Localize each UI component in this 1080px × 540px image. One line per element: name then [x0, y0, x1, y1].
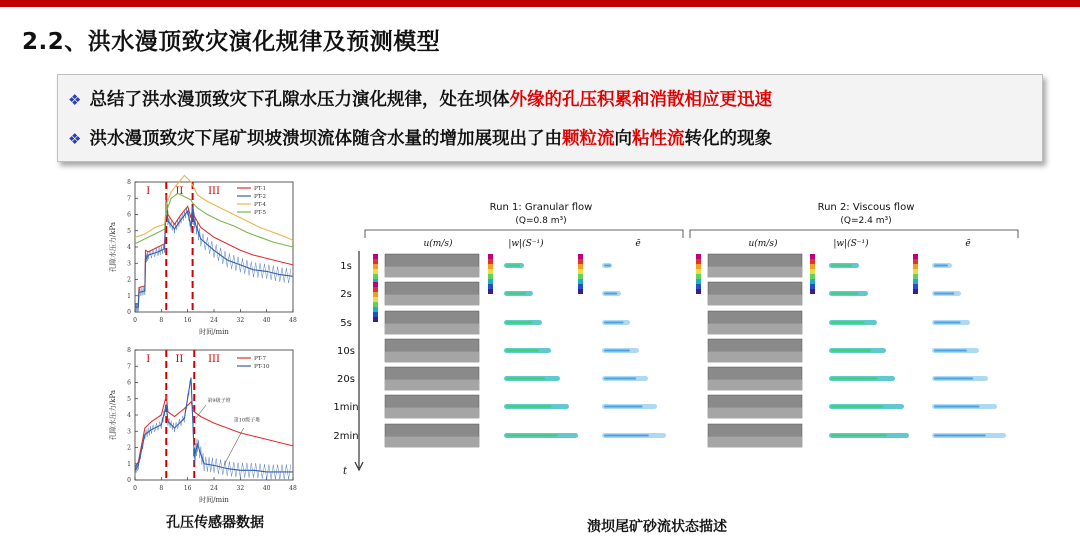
- flow-field-core: [831, 322, 865, 324]
- colorbar-segment: [696, 254, 701, 259]
- x-tick-label: 8: [159, 485, 164, 492]
- colorbar-segment: [810, 254, 815, 259]
- x-tick-label: 0: [133, 317, 137, 324]
- x-tick-label: 40: [262, 317, 271, 324]
- flow-state-figure: [328, 196, 1028, 486]
- flow-photo-shade: [385, 437, 479, 447]
- phase-label: III: [208, 186, 220, 197]
- time-label: 1min: [333, 402, 359, 413]
- x-tick-label: 48: [289, 485, 297, 492]
- y-tick-label: 4: [127, 244, 131, 251]
- colorbar-segment: [488, 284, 493, 289]
- flow-field-core: [934, 293, 954, 295]
- flow-field-core: [604, 293, 617, 295]
- flow-photo-shade: [385, 408, 479, 418]
- x-tick-label: 16: [183, 317, 192, 324]
- colorbar-segment: [810, 274, 815, 279]
- y-tick-label: 3: [127, 260, 131, 268]
- x-tick-label: 24: [210, 317, 218, 324]
- bullet-highlight: 颗粒流: [561, 129, 615, 149]
- flow-photo-shade: [708, 267, 802, 277]
- top-accent-bar: [0, 0, 1080, 7]
- flow-field-core: [604, 322, 624, 324]
- y-tick-label: 2: [127, 276, 131, 284]
- colorbar-segment: [373, 307, 378, 312]
- flow-field-core: [506, 378, 545, 380]
- colorbar-segment: [810, 284, 815, 289]
- colorbar-segment: [696, 274, 701, 279]
- slide-title: 2.2、洪水漫顶致灾演化规律及预测模型: [22, 29, 441, 55]
- run-title: Run 1: Granular flow: [489, 202, 593, 213]
- annotation-text: 第10级子堆: [233, 417, 261, 424]
- time-label: 20s: [337, 374, 355, 385]
- series-line: [135, 193, 293, 247]
- y-tick-label: 3: [127, 428, 131, 436]
- colorbar-segment: [488, 254, 493, 259]
- y-tick-label: 5: [127, 395, 131, 403]
- diamond-bullet-icon: ❖: [68, 130, 82, 148]
- pore-pressure-chart-bottom: [95, 340, 305, 510]
- column-header: |w|(S⁻¹): [508, 239, 544, 249]
- legend-label: PT-2: [254, 194, 267, 200]
- colorbar-segment: [373, 312, 378, 317]
- colorbar-segment: [373, 264, 378, 269]
- flow-field-core: [934, 406, 980, 408]
- flow-field-core: [934, 265, 948, 267]
- y-tick-label: 5: [127, 227, 131, 235]
- legend-label: PT-1: [254, 186, 267, 192]
- flow-field-core: [506, 350, 539, 352]
- flow-photo-shade: [708, 408, 802, 418]
- colorbar-segment: [373, 302, 378, 307]
- run-condition: (Q=0.8 m³): [515, 216, 567, 226]
- phase-label: III: [208, 354, 220, 365]
- series-line: [135, 378, 293, 472]
- y-tick-label: 1: [127, 292, 131, 300]
- y-tick-label: 8: [127, 179, 131, 186]
- y-tick-label: 0: [127, 477, 131, 484]
- time-label: 5s: [340, 318, 352, 329]
- colorbar-segment: [913, 279, 918, 284]
- flow-photo-shade: [385, 352, 479, 362]
- column-header: u(m/s): [423, 239, 453, 249]
- bullet-text: 转化的现象: [684, 129, 772, 149]
- phase-label: I: [146, 186, 151, 197]
- colorbar: [696, 254, 701, 294]
- colorbar-segment: [373, 282, 378, 287]
- flow-photo-shade: [385, 324, 479, 334]
- y-tick-label: 0: [127, 309, 131, 316]
- flow-field-core: [831, 406, 884, 408]
- time-axis-label: t: [343, 466, 348, 477]
- colorbar-segment: [373, 292, 378, 297]
- bullet-text: 总结了洪水漫顶致灾下孔隙水压力演化规律，处在坝体: [89, 90, 510, 110]
- x-tick-label: 8: [159, 317, 164, 324]
- colorbar: [373, 282, 378, 322]
- annotation-arrow: [224, 428, 244, 465]
- y-tick-label: 7: [127, 195, 131, 203]
- flow-field-core: [831, 293, 858, 295]
- flow-field-core: [831, 350, 871, 352]
- flow-field-core: [604, 435, 649, 437]
- colorbar-segment: [913, 264, 918, 269]
- phase-label: I: [146, 354, 151, 365]
- column-header: ē: [965, 239, 971, 249]
- y-tick-label: 4: [127, 412, 131, 419]
- flow-field-core: [831, 265, 852, 267]
- flow-field-core: [604, 406, 643, 408]
- bullet-highlight: 粘性流: [631, 129, 685, 149]
- colorbar-segment: [578, 264, 583, 269]
- colorbar: [578, 254, 583, 294]
- bullet-text: 向: [614, 129, 632, 149]
- x-tick-label: 32: [236, 485, 245, 492]
- colorbar-segment: [696, 284, 701, 289]
- colorbar-segment: [373, 317, 378, 322]
- colorbar-segment: [373, 269, 378, 274]
- colorbar-segment: [913, 269, 918, 274]
- flow-field-core: [604, 350, 630, 352]
- x-tick-label: 32: [236, 317, 245, 324]
- colorbar-segment: [488, 259, 493, 264]
- run-title: Run 2: Viscous flow: [817, 202, 915, 213]
- colorbar-segment: [373, 254, 378, 259]
- flow-field-core: [934, 350, 967, 352]
- time-label: 2s: [340, 289, 352, 300]
- run-condition: (Q=2.4 m³): [840, 216, 892, 226]
- column-header: ē: [635, 239, 641, 249]
- flow-photo-shade: [708, 380, 802, 390]
- colorbar-segment: [578, 274, 583, 279]
- flow-field-core: [506, 406, 552, 408]
- colorbar-segment: [488, 264, 493, 269]
- colorbar-segment: [578, 289, 583, 294]
- flow-field-core: [934, 322, 961, 324]
- x-tick-label: 40: [262, 485, 271, 492]
- time-label: 2min: [333, 431, 359, 442]
- colorbar-segment: [488, 289, 493, 294]
- colorbar-segment: [578, 269, 583, 274]
- y-axis-label: 孔隙水压力/kPa: [109, 221, 117, 273]
- bullet-text: 洪水漫顶致灾下尾矿坝坡溃坝流体随含水量的增加展现出了由: [89, 129, 562, 149]
- flow-field-core: [506, 293, 526, 295]
- flow-photo-shade: [708, 352, 802, 362]
- legend-label: PT-7: [254, 356, 267, 362]
- flow-field-core: [831, 435, 887, 437]
- colorbar-segment: [810, 289, 815, 294]
- series-noise: [135, 380, 291, 479]
- colorbar-segment: [578, 254, 583, 259]
- x-tick-label: 48: [289, 317, 297, 324]
- phase-label: II: [175, 354, 184, 365]
- colorbar-segment: [578, 284, 583, 289]
- summary-box: [57, 74, 1043, 162]
- bullet-highlight: 外缘的孔压积累和消散相应更迅速: [509, 90, 772, 110]
- colorbar-segment: [913, 284, 918, 289]
- time-label: 1s: [340, 261, 352, 272]
- bullet-item: [68, 86, 772, 111]
- flow-photo-shade: [708, 295, 802, 305]
- annotation-text: 第9级子堆: [207, 398, 231, 404]
- colorbar-segment: [373, 297, 378, 302]
- colorbar-segment: [488, 274, 493, 279]
- phase-label: II: [175, 186, 184, 197]
- flow-field-core: [934, 435, 986, 437]
- flow-field-core: [604, 378, 636, 380]
- colorbar: [810, 254, 815, 294]
- flow-photo-shade: [385, 267, 479, 277]
- colorbar-segment: [578, 279, 583, 284]
- colorbar-segment: [810, 259, 815, 264]
- legend-label: PT-5: [254, 210, 267, 216]
- colorbar-segment: [373, 274, 378, 279]
- flow-photo-shade: [385, 380, 479, 390]
- x-tick-label: 16: [183, 485, 192, 492]
- y-tick-label: 8: [127, 347, 131, 354]
- x-tick-label: 0: [133, 485, 137, 492]
- colorbar-segment: [810, 269, 815, 274]
- flow-photo-shade: [385, 295, 479, 305]
- colorbar-segment: [696, 264, 701, 269]
- colorbar-segment: [696, 259, 701, 264]
- legend-label: PT-10: [254, 364, 270, 370]
- right-caption: 溃坝尾矿砂流状态描述: [587, 519, 727, 535]
- flow-field-core: [934, 378, 973, 380]
- y-tick-label: 6: [127, 379, 131, 387]
- time-label: 10s: [337, 346, 355, 357]
- x-axis-label: 时间/min: [199, 496, 229, 504]
- y-tick-label: 2: [127, 444, 131, 452]
- colorbar-segment: [913, 289, 918, 294]
- x-tick-label: 24: [210, 485, 218, 492]
- column-header: |w|(S⁻¹): [833, 239, 869, 249]
- y-tick-label: 6: [127, 211, 131, 219]
- colorbar-segment: [913, 254, 918, 259]
- y-tick-label: 1: [127, 460, 131, 468]
- run-header-bracket: [690, 230, 1018, 238]
- colorbar-segment: [913, 274, 918, 279]
- pore-pressure-chart-top: [95, 172, 305, 342]
- flow-field-core: [831, 378, 877, 380]
- y-tick-label: 7: [127, 363, 131, 371]
- colorbar-segment: [810, 264, 815, 269]
- column-header: u(m/s): [748, 239, 778, 249]
- flow-field-core: [506, 435, 558, 437]
- colorbar-segment: [488, 279, 493, 284]
- colorbar-segment: [696, 289, 701, 294]
- colorbar-segment: [810, 279, 815, 284]
- colorbar-segment: [913, 259, 918, 264]
- flow-photo-shade: [708, 324, 802, 334]
- colorbar-segment: [373, 259, 378, 264]
- y-axis-label: 孔隙水压力/kPa: [109, 389, 117, 441]
- diamond-bullet-icon: ❖: [68, 91, 82, 109]
- colorbar: [488, 254, 493, 294]
- colorbar-segment: [696, 279, 701, 284]
- bullet-item: [68, 125, 772, 150]
- colorbar-segment: [578, 259, 583, 264]
- flow-field-core: [604, 265, 611, 267]
- colorbar-segment: [373, 287, 378, 292]
- run-header-bracket: [365, 230, 683, 238]
- colorbar: [913, 254, 918, 294]
- colorbar-segment: [488, 269, 493, 274]
- x-axis-label: 时间/min: [199, 328, 229, 336]
- legend-label: PT-4: [254, 202, 267, 208]
- colorbar-segment: [696, 269, 701, 274]
- series-line: [135, 396, 293, 468]
- flow-field-core: [506, 265, 520, 267]
- flow-field-core: [506, 322, 533, 324]
- flow-photo-shade: [708, 437, 802, 447]
- left-caption: 孔压传感器数据: [166, 515, 264, 531]
